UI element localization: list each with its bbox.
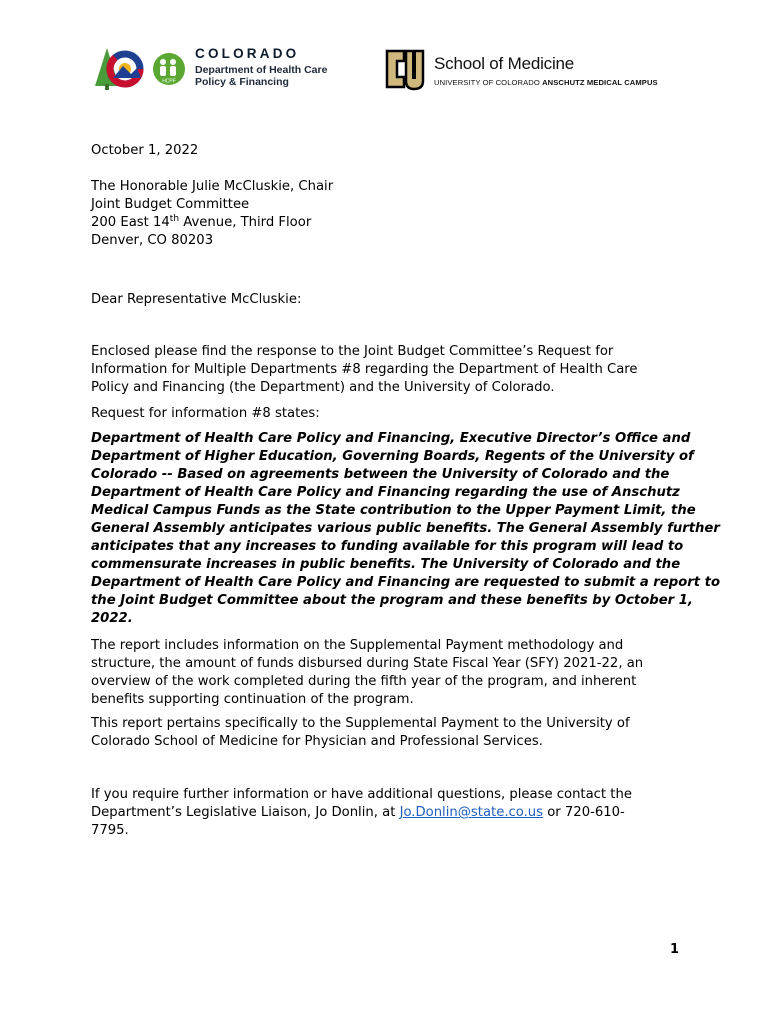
page-number: 1: [669, 942, 679, 957]
campus-subtitle: [434, 78, 658, 87]
colorado-hcpf-logo: [93, 44, 353, 94]
report-paragraph: [91, 637, 681, 709]
request-label: Request for information #8 states:: [91, 406, 320, 421]
colorado-logo-icon: [93, 44, 193, 94]
contact-line-2-post: or 720-610-: [543, 805, 625, 820]
cu-monogram-icon: [384, 47, 426, 91]
quote-line: Department of Health Care Policy and Financing regarding the use of Anschutz: [91, 485, 680, 500]
request-quote: [91, 430, 721, 628]
letter-date: October 1, 2022: [91, 143, 199, 158]
quote-line: Colorado -- Based on agreements between the University of Colorado and the: [91, 467, 670, 482]
hcpf-badge-text: HCPF: [162, 78, 176, 85]
dept-line-1: Department of Health Care: [195, 64, 328, 76]
intro-line: Information for Multiple Departments #8 regarding the Department of Health Care: [91, 362, 638, 377]
quote-line: Department of Health Care Policy and Financing are requested to submit a report to: [91, 575, 721, 590]
quote-line: General Assembly anticipates various public benefits. The General Assembly further: [91, 521, 720, 536]
intro-line: Policy and Financing (the Department) and the University of Colorado.: [91, 380, 555, 395]
address-line-1: The Honorable Julie McCluskie, Chair: [91, 179, 334, 194]
dept-line-2: Policy & Financing: [195, 76, 289, 88]
colorado-title: COLORADO: [195, 46, 300, 61]
quote-line: anticipates that any increases to funding available for this program will lead to: [91, 539, 684, 554]
liaison-email-link[interactable]: Jo.Donlin@state.co.us: [399, 805, 544, 820]
quote-line: Medical Campus Funds as the State contribution to the Upper Payment Limit, the: [91, 503, 696, 518]
report-line: overview of the work completed during the fifth year of the program, and inherent: [91, 674, 637, 689]
contact-line-2-pre: Department’s Legislative Liaison, Jo Donlin, at: [91, 805, 400, 820]
address-line-4: Denver, CO 80203: [91, 233, 214, 248]
contact-line-3: 7795.: [91, 823, 129, 838]
colorado-logo-text: [195, 46, 327, 88]
report-line: structure, the amount of funds disbursed during State Fiscal Year (SFY) 2021-22, an: [91, 656, 644, 671]
contact-line-1: If you require further information or have additional questions, please contact the: [91, 787, 632, 802]
address-line-3-pre: 200 East 14: [91, 215, 170, 230]
contact-line-2: [91, 804, 681, 822]
quote-line: Department of Higher Education, Governing Boards, Regents of the University of: [91, 449, 694, 464]
school-of-medicine-title: School of Medicine: [434, 54, 575, 73]
campus-subtitle-b: ANSCHUTZ MEDICAL CAMPUS: [542, 78, 658, 87]
intro-paragraph: [91, 343, 681, 397]
address-line-2: Joint Budget Committee: [91, 197, 250, 212]
cu-school-of-medicine-logo: [384, 44, 684, 94]
quote-line: Department of Health Care Policy and Financing, Executive Director’s Office and: [91, 431, 691, 446]
contact-paragraph: [91, 786, 681, 840]
campus-subtitle-a: UNIVERSITY OF COLORADO: [434, 78, 543, 87]
pertains-line: This report pertains specifically to the Supplemental Payment to the University of: [91, 716, 630, 731]
quote-line: commensurate increases in public benefits. The University of Colorado and the: [91, 557, 681, 572]
address-line-3: [91, 214, 311, 232]
quote-line: the Joint Budget Committee about the program and these benefits by October 1,: [91, 593, 693, 608]
report-line: benefits supporting continuation of the program.: [91, 692, 414, 707]
pertains-line: Colorado School of Medicine for Physician and Professional Services.: [91, 734, 543, 749]
quote-line: 2022.: [91, 611, 133, 626]
intro-line: Enclosed please find the response to the Joint Budget Committee’s Request for: [91, 344, 614, 359]
address-ordinal: th: [169, 214, 180, 224]
report-line: The report includes information on the Supplemental Payment methodology and: [91, 638, 624, 653]
pertains-paragraph: [91, 715, 681, 751]
salutation: Dear Representative McCluskie:: [91, 292, 302, 307]
address-line-3-post: Avenue, Third Floor: [179, 215, 312, 230]
